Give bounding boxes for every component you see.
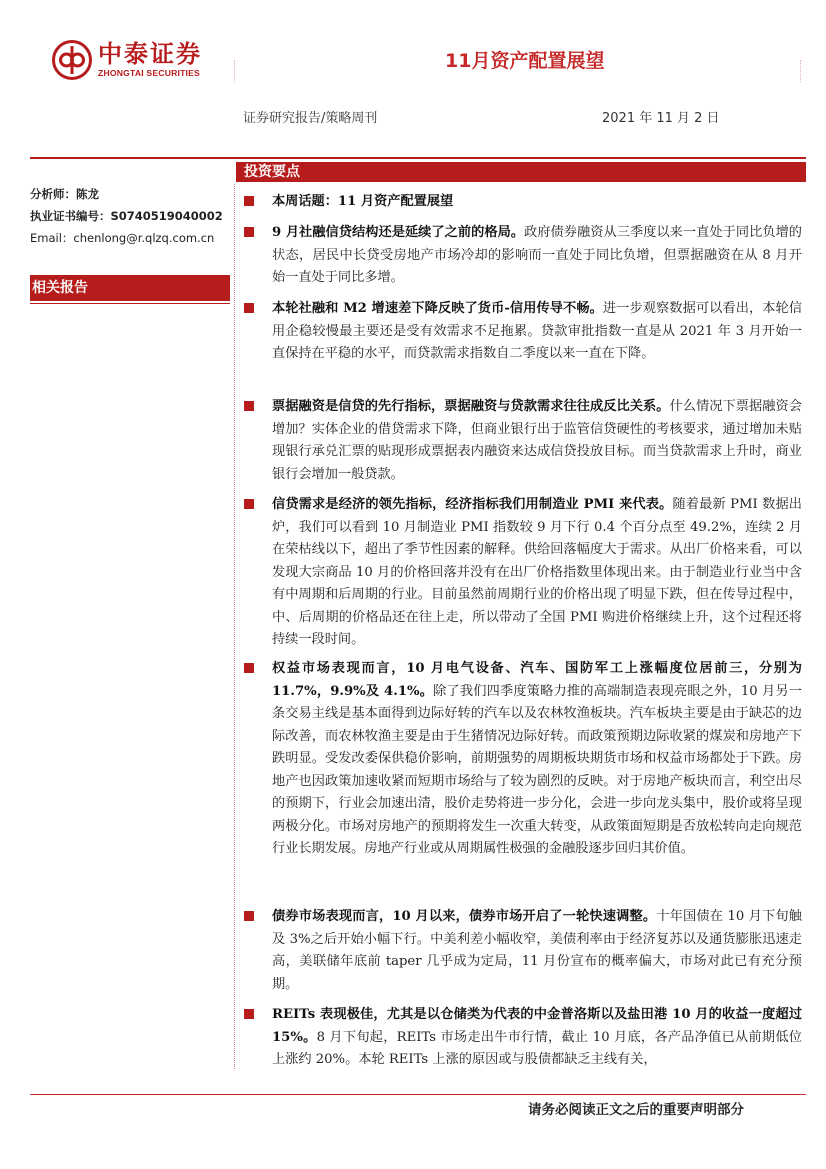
bullet-body: 8 月下旬起，REITs 市场走出牛市行情，截止 10 月底，各产品净值已从前期低位上涨约 20%。本轮 REITs 上涨的原因或与股债都缺乏主线有关，	[272, 1029, 802, 1067]
header-rule	[30, 157, 806, 159]
related-reports-rule	[30, 303, 230, 304]
bullet-square-icon	[244, 303, 254, 313]
bullet-body: 十年国债在 10 月下旬触及 3%之后开始小幅下行。中美利差小幅收窄，美债利率由于经济复苏以及通货膨胀迅速走高，美联储年底前 taper 几乎成为定局，11 月份宣布的概率偏大，市场对此已有充分预期。	[272, 909, 802, 992]
bullet-text	[272, 658, 802, 861]
analyst-email: Email：chenlong@r.qlzq.com.cn	[30, 231, 215, 245]
bullet-bold: 权益市场表现而言，10 月电气设备、汽车、国防军工上涨幅度位居前三，分别为 11.7%，9.9%及 4.1%。	[272, 661, 802, 699]
bullet-square-icon	[244, 663, 254, 673]
report-type: 证券研究报告/策略周刊	[243, 111, 378, 126]
report-title: 11月资产配置展望	[445, 50, 605, 72]
bullet-square-icon	[244, 196, 254, 206]
bullet-bold: 票据融资是信贷的先行指标，票据融资与贷款需求往往成反比关系。	[272, 399, 670, 414]
brand-name-en: ZHONGTAI SECURITIES	[98, 68, 200, 78]
bullet-body: 什么情况下票据融资会增加？实体企业的借贷需求下降，但商业银行出于监管信贷硬性的考核要求，通过增加未贴现银行承兑汇票的贴现形成票据表内融资来达成信贷投放目标。而当贷款需求上升时，商业银行会增加一般贷款。	[272, 399, 802, 482]
footer-disclaimer: 请务必阅读正文之后的重要声明部分	[528, 1102, 744, 1118]
brand-name-cn: 中泰证券	[98, 40, 202, 68]
bullet-text	[272, 222, 802, 290]
bullet-text	[272, 494, 802, 652]
bullet-body: 除了我们四季度策略力推的高端制造表现亮眼之外，10 月另一条交易主线是基本面得到边际好转的汽车以及农林牧渔板块。汽车板块主要是由于缺芯的边际改善，而农林牧渔主要是由于生猪情况边际好转。而政策预期边际收紧的煤炭和房地产下跌明显。受发改委保供稳价影响，前期强势的周期板块期货市场和权益市场都处于下跌。房地产也因政策加速收紧而短期市场给与了较为剧烈的反映。对于房地产板块而言，利空出尽的预期下，行业会加速出清，股价走势将进一步分化，会进一步向龙头集中，股价或将呈现两极分化。市场对房地产的预期将发生一次重大转变，从政策面短期是否放松转向走向规范行业长期发展。房地产行业或从周期属性极强的金融股逐步回归其价值。	[272, 683, 802, 856]
header-divider	[234, 60, 235, 82]
analyst-license: 执业证书编号：S0740519040002	[30, 209, 223, 223]
report-date: 2021 年 11 月 2 日	[602, 111, 720, 126]
analyst-info	[30, 183, 230, 249]
zhongtai-logo-icon	[52, 40, 92, 80]
bullet-bold: 本周话题：11 月资产配置展望	[272, 194, 454, 209]
bullet-bold: 本轮社融和 M2 增速差下降反映了货币-信用传导不畅。	[272, 301, 603, 316]
bullet-bold: 9 月社融信贷结构还是延续了之前的格局。	[272, 225, 525, 240]
related-reports-heading: 相关报告	[30, 275, 230, 301]
bullet-bold: REITs 表现极佳，尤其是以仓储类为代表的中金普洛斯以及盐田港 10 月的收益一度超过 15%。	[272, 1007, 802, 1045]
bullet-body: 进一步观察数据可以看出，本轮信用企稳较慢最主要还是受有效需求不足拖累。贷款审批指数一直是从 2021 年 3 月开始一直保持在平稳的水平，而贷款需求指数自二季度以来一直在下降。	[272, 301, 803, 361]
analyst-name: 分析师：陈龙	[30, 187, 99, 201]
bullet-text	[272, 906, 802, 996]
bullet-square-icon	[244, 401, 254, 411]
header-divider	[800, 60, 801, 82]
column-divider	[234, 184, 235, 1069]
footer-rule	[30, 1094, 806, 1095]
bullet-text	[272, 191, 802, 214]
bullet-text	[272, 1004, 802, 1072]
bullet-body: 随着最新 PMI 数据出炉，我们可以看到 10 月制造业 PMI 指数较 9 月下行 0.4 个百分点至 49.2%，连续 2 月在荣枯线以下，超出了季节性因素的解释。供给回落幅度大于需求。从出厂价格来看，可以发现大宗商品 10 月的价格回落并没有在出厂价格指数里体现出来。由于制造业行业当中含有中周期和后周期的行业。目前虽然前周期行业的价格出现了明显下跌，但在传导过程中，中、后周期的价格品还在往上走，所以带动了全国 PMI 购进价格继续上升，这个过程还将持续一段时间。	[272, 497, 802, 647]
bullet-text	[272, 298, 802, 366]
bullet-bold: 信贷需求是经济的领先指标，经济指标我们用制造业 PMI 来代表。	[272, 497, 673, 512]
bullet-square-icon	[244, 499, 254, 509]
bullet-square-icon	[244, 911, 254, 921]
company-logo	[52, 40, 202, 80]
bullet-body: 政府债券融资从三季度以来一直处于同比负增的状态，居民中长贷受房地产市场冷却的影响而一直处于同比负增，但票据融资在从 8 月开始一直处于同比多增。	[272, 225, 802, 285]
bullet-text	[272, 396, 802, 486]
section-heading: 投资要点	[236, 162, 806, 182]
bullet-square-icon	[244, 227, 254, 237]
bullet-square-icon	[244, 1009, 254, 1019]
bullet-bold: 债券市场表现而言，10 月以来，债券市场开启了一轮快速调整。	[272, 909, 657, 924]
